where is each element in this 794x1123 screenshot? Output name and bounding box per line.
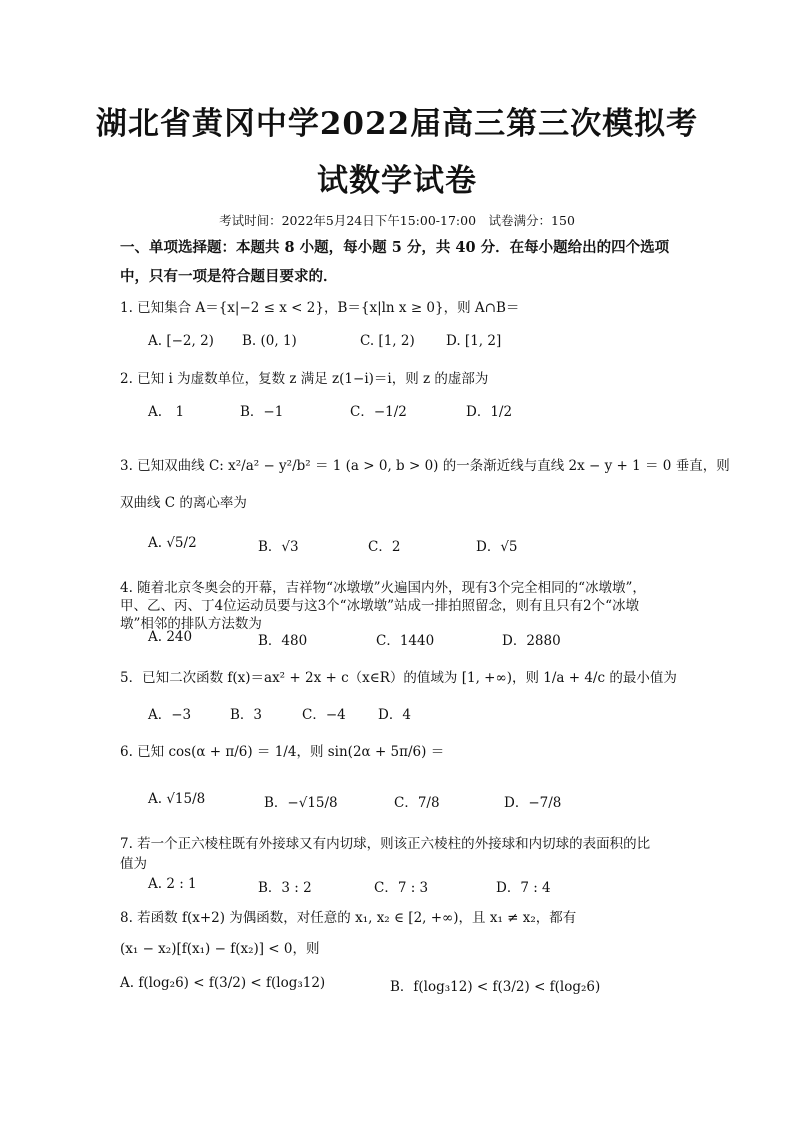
q8-option-a: A. f(log₂6) < f(3/2) < f(log₃12) [120,975,326,991]
q5-option-b: B．3 [230,707,263,723]
q2-option-c: C．−1/2 [350,404,407,420]
q1-option-c: C. [1, 2) [360,333,415,349]
exam-info: 考试时间：2022年5月24日下午15:00-17:00 试卷满分：150 [219,213,575,228]
q2-option-a: A. 1 [148,404,185,420]
q7-option-b: B．3 : 2 [258,880,312,896]
q6-option-b: B．−√15/8 [264,795,338,811]
q4-option-b: B．480 [258,633,308,649]
q3-stem-line-2: 双曲线 C 的离心率为 [120,495,247,511]
q2-option-d: D．1/2 [466,404,513,420]
q1-option-b: B. (0, 1) [242,333,297,349]
q6-stem: 6. 已知 cos(α + π/6) ＝ 1/4，则 sin(2α + 5π/6) ＝ [120,744,445,760]
q8-option-b: B．f(log₃12) < f(3/2) < f(log₂6) [390,979,601,995]
q8-stem-line-2: (x₁ − x₂)[f(x₁) − f(x₂)] < 0，则 [120,941,320,957]
q3-option-d: D．√5 [476,539,518,555]
q7-stem-line-1: 7. 若一个正六棱柱既有外接球又有内切球，则该正六棱柱的外接球和内切球的表面积的比 [120,836,651,852]
q7-stem-line-2: 值为 [120,856,147,872]
q4-stem-line-1: 4. 随着北京冬奥会的开幕，吉祥物“冰墩墩”火遍国内外，现有3个完全相同的“冰墩墩”， [120,580,646,596]
q2-stem: 2. 已知 i 为虚数单位，复数 z 满足 z(1−i)＝i，则 z 的虚部为 [120,371,489,387]
q4-stem-line-2: 甲、乙、丙、丁4位运动员要与这3个“冰墩墩”站成一排拍照留念，则有且只有2个“冰墩 [120,598,639,614]
q5-option-d: D．4 [378,707,411,723]
q6-option-c: C．7/8 [394,795,440,811]
q3-stem-line-1: 3. 已知双曲线 C: x²/a² − y²/b² ＝ 1 (a > 0, b > 0) 的一条渐近线与直线 2x − y + 1 ＝ 0 垂直，则 [120,458,730,474]
q3-option-a: A. √5/2 [148,535,197,551]
q5-option-a: A．−3 [148,707,192,723]
q5-stem: 5．已知二次函数 f(x)＝ax² + 2x + c（x∈R）的值域为 [1, +∞)，则 1/a + 4/c 的最小值为 [120,670,677,686]
q4-stem-line-3: 墩”相邻的排队方法数为 [120,616,262,632]
q7-option-c: C．7 : 3 [374,880,429,896]
q4-option-c: C．1440 [376,633,435,649]
q1-option-d: D. [1, 2] [446,333,502,349]
q6-option-a: A. √15/8 [148,791,206,807]
section1-heading: 一、单项选择题：本题共 8 小题，每小题 5 分，共 40 分．在每小题给出的四个选项中，只有一项是符合题目要求的． [120,239,670,285]
q8-stem-line-1: 8. 若函数 f(x+2) 为偶函数，对任意的 x₁, x₂ ∈ [2, +∞)，且 x₁ ≠ x₂，都有 [120,910,577,926]
q6-option-d: D．−7/8 [504,795,562,811]
q4-option-d: D．2880 [502,633,561,649]
q7-option-d: D．7 : 4 [496,880,551,896]
q2-option-b: B．−1 [240,404,284,420]
title-line-1: 湖北省黄冈中学2022届高三第三次模拟考 [95,106,699,142]
q4-option-a: A. 240 [148,629,193,645]
q1-stem: 1. 已知集合 A＝{x|−2 ≤ x < 2}，B＝{x|ln x ≥ 0}，则 A∩B＝ [120,300,520,316]
q5-option-c: C．−4 [302,707,346,723]
q7-option-a: A. 2 : 1 [148,876,197,892]
q1-option-a: A. [−2, 2) [148,333,214,349]
q3-option-c: C．2 [368,539,401,555]
q3-option-b: B．√3 [258,539,299,555]
title-line-2: 试数学试卷 [317,163,477,199]
